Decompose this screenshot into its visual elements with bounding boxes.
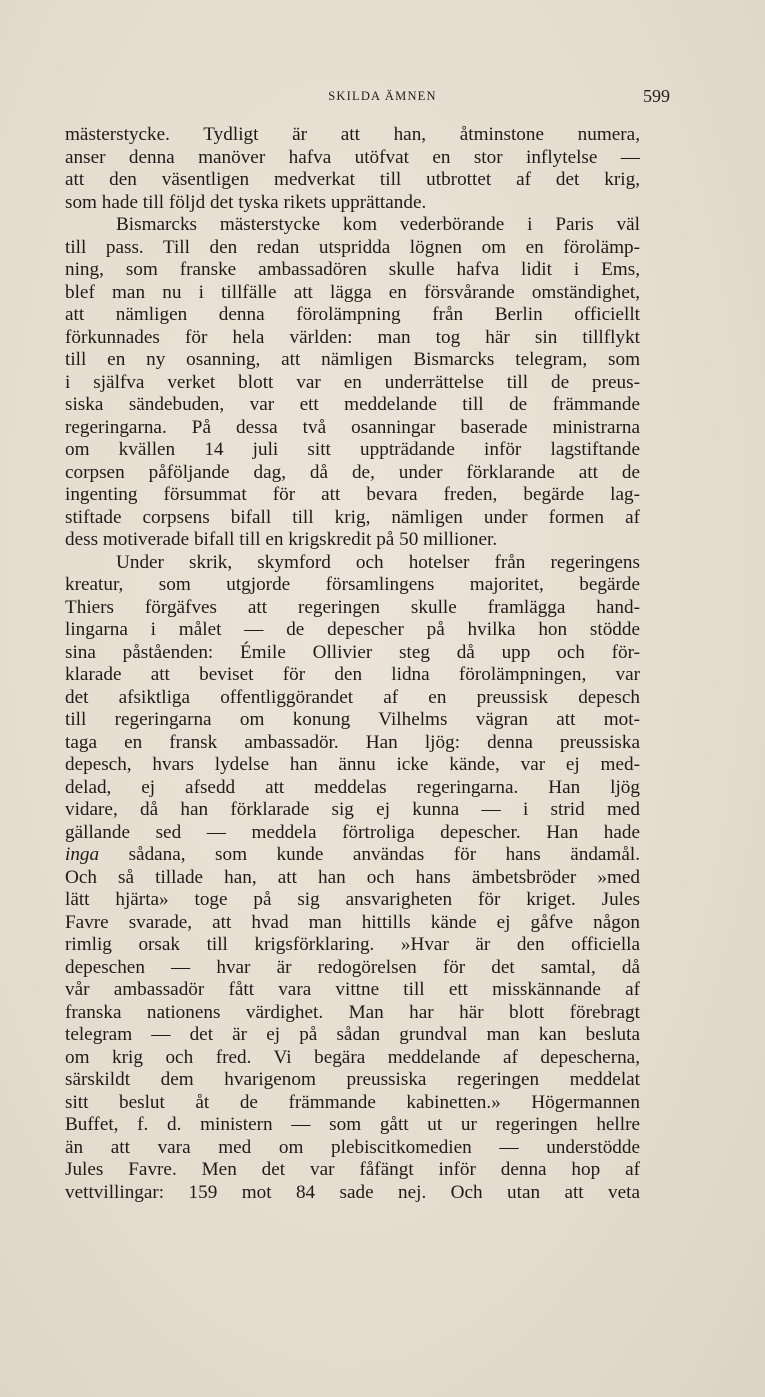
text-line: till pass. Till den redan utspridda lögnen om en förolämp- xyxy=(65,236,640,258)
text-line: gällande sed — meddela förtroliga depescher. Han hade xyxy=(65,821,640,843)
text-line: mästerstycke. Tydligt är att han, åtminstone numera, xyxy=(65,124,640,145)
italic-line-rest: sådana, som kunde användas för hans ändamål. xyxy=(99,844,640,865)
text-line: telegram — det är ej på sådan grundval man kan besluta xyxy=(65,1024,640,1045)
text-line: till regeringarna om konung Vilhelms vägran att mot- xyxy=(65,709,640,730)
text-line: ingenting försummat för att bevara freden, begärde lag- xyxy=(65,484,640,505)
text-line: sitt beslut åt de främmande kabinetten.» Högermannen xyxy=(65,1091,640,1113)
text-line: att nämligen denna förolämpning från Berlin officiellt xyxy=(65,304,640,325)
text-line: sina påståenden: Émile Ollivier steg då upp och för- xyxy=(65,641,640,663)
text-line: det afsiktliga offentliggörandet af en preussisk depesch xyxy=(65,686,640,708)
text-line: depeschen — hvar är redogörelsen för det samtal, då xyxy=(65,956,640,978)
text-line: om kvällen 14 juli sitt uppträdande inför lagstiftande xyxy=(65,439,640,460)
text-line: Och så tillade han, att han och hans ämbetsbröder »med xyxy=(65,866,640,888)
text-line: som hade till följd det tyska rikets upprättande. xyxy=(65,191,427,213)
text-line: i själfva verket blott var en underrättelse till de preus- xyxy=(65,371,640,393)
text-line: ning, som franske ambassadören skulle hafva lidit i Ems, xyxy=(65,259,640,280)
text-line: Favre svarade, att hvad man hittills kände ej gåfve någon xyxy=(65,911,640,933)
text-line: kreatur, som utgjorde församlingens majoritet, begärde xyxy=(65,574,640,595)
text-line: regeringarna. På dessa två osanningar baserade ministrarna xyxy=(65,416,640,438)
text-line: att den väsentligen medverkat till utbrottet af det krig, xyxy=(65,169,640,190)
text-line: blef man nu i tillfälle att lägga en försvårande omständighet, xyxy=(65,281,640,303)
text-line: vettvillingar: 159 mot 84 sade nej. Och utan att veta xyxy=(65,1181,640,1203)
text-line: rimlig orsak till krigsförklaring. »Hvar är den officiella xyxy=(65,934,640,955)
text-line-italic xyxy=(65,844,640,867)
text-line: corpsen påföljande dag, då de, under förklarande att de xyxy=(65,461,640,483)
text-line: än att vara med om plebiscitkomedien — understödde xyxy=(65,1136,640,1158)
text-line: vidare, då han förklarade sig ej kunna — i strid med xyxy=(65,799,640,820)
text-line: Bismarcks mästerstycke kom vederbörande i Paris väl xyxy=(116,214,640,235)
text-line: anser denna manöver hafva utöfvat en stor inflytelse — xyxy=(65,146,640,168)
text-line: stiftade corpsens bifall till krig, nämligen under formen af xyxy=(65,506,640,528)
text-line: dess motiverade bifall till en krigskredit på 50 millioner. xyxy=(65,529,498,550)
text-line: Jules Favre. Men det var fåfängt inför denna hop af xyxy=(65,1159,640,1180)
text-line: Under skrik, skymford och hotelser från regeringens xyxy=(116,551,640,573)
text-line: depesch, hvars lydelse han ännu icke kände, var ej med- xyxy=(65,754,640,775)
text-line: lingarna i målet — de depescher på hvilka hon stödde xyxy=(65,619,640,640)
text-line: franska nationens värdighet. Man har här blott förebragt xyxy=(65,1001,640,1023)
text-line: till en ny osanning, att nämligen Bismarcks telegram, som xyxy=(65,349,640,370)
text-line: klarade att beviset för den lidna förolämpningen, var xyxy=(65,664,640,685)
text-line: lätt hjärta» toge på sig ansvarigheten för kriget. Jules xyxy=(65,889,640,910)
text-line: särskildt dem hvarigenom preussiska regeringen meddelat xyxy=(65,1069,640,1090)
italic-word: inga xyxy=(65,844,100,865)
text-line: Buffet, f. d. ministern — som gått ut ur regeringen hellre xyxy=(65,1114,640,1135)
text-line: delad, ej afsedd att meddelas regeringarna. Han ljög xyxy=(65,776,640,798)
text-line: taga en fransk ambassadör. Han ljög: denna preussiska xyxy=(65,731,640,753)
page-number: 599 xyxy=(643,86,670,106)
running-title: SKILDA ÄMNEN xyxy=(328,89,437,103)
body-text xyxy=(65,124,640,1204)
text-line: Thiers förgäfves att regeringen skulle framlägga hand- xyxy=(65,596,640,618)
text-line: vår ambassadör fått vara vittne till ett misskännande af xyxy=(65,979,640,1000)
text-line: om krig och fred. Vi begära meddelande af depescherna, xyxy=(65,1046,640,1068)
text-line: förkunnades för hela världen: man tog här sin tillflykt xyxy=(65,326,640,348)
text-line: siska sändebuden, var ett meddelande till de främmande xyxy=(65,394,640,415)
